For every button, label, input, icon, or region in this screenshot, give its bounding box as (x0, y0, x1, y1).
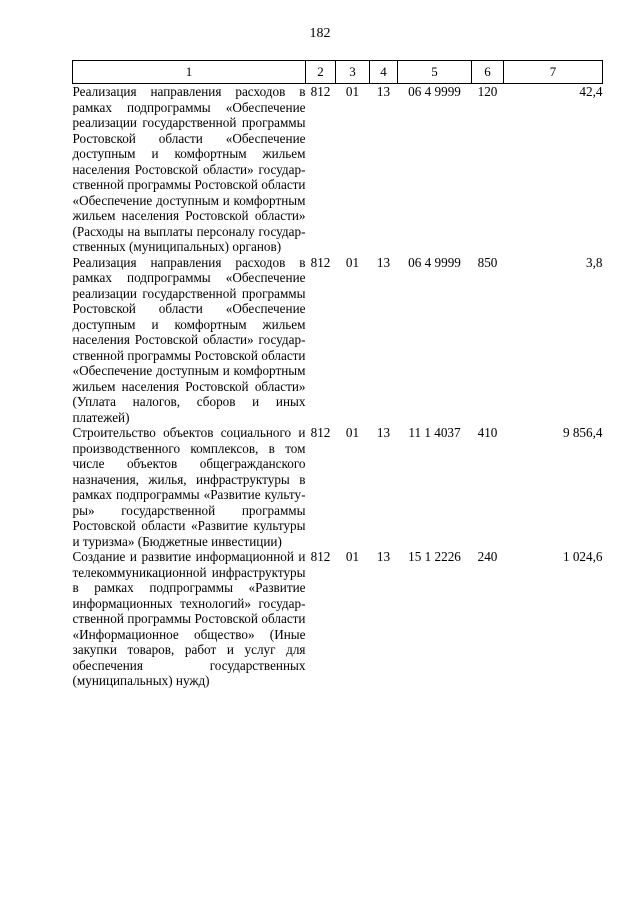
expense-description: Реализация направления расходов в рамках подпрограммы «Обеспечение реализации государственной программы Ростовской области «Обеспечение доступным и комфортным жильем населения Ростовской области» государственной программы Ростовской области «Обеспечение доступным и комфортным жильем населения Ростовской области» (Уплата налогов, сборов и иных платежей) (72, 254, 306, 425)
section-code: 01 (345, 425, 360, 440)
section-code: 01 (345, 549, 360, 564)
section-code: 01 (345, 84, 360, 99)
expense-description: Реализация направления расходов в рамках подпрограммы «Обеспечение реализации государственной программы Ростовской области «Обеспечение доступным и комфортным жильем населения Ростовской области» государственной программы Ростовской области «Обеспечение доступным и комфортным жильем населения Ростовской области» (Расходы на выплаты персоналу государственных (муниципальных) органов) (72, 84, 306, 254)
amount: 42,4 (579, 84, 603, 99)
table-row (73, 425, 603, 549)
column-header: 5 (398, 61, 472, 84)
ministry-code: 812 (310, 549, 331, 564)
expense-type-code: 120 (477, 84, 498, 99)
column-header: 6 (472, 61, 504, 84)
amount: 3,8 (586, 254, 603, 270)
table-row (73, 255, 603, 426)
target-article-code: 11 1 4037 (408, 425, 461, 440)
section-code: 01 (345, 254, 360, 270)
subsection-code: 13 (376, 254, 391, 270)
column-header: 1 (73, 61, 306, 84)
expense-type-code: 850 (477, 254, 498, 270)
column-header-row (73, 61, 603, 84)
target-article-code: 06 4 9999 (408, 84, 461, 99)
column-header: 3 (336, 61, 370, 84)
target-article-code: 15 1 2226 (408, 549, 461, 564)
table-row (73, 84, 603, 255)
column-header: 2 (306, 61, 336, 84)
target-article-code: 06 4 9999 (408, 254, 461, 270)
subsection-code: 13 (376, 549, 391, 564)
amount: 9 856,4 (562, 425, 603, 440)
page-number: 182 (309, 26, 331, 41)
ministry-code: 812 (310, 84, 331, 99)
budget-table (72, 60, 603, 689)
amount: 1 024,6 (562, 549, 603, 564)
table-row (73, 549, 603, 689)
column-header: 4 (370, 61, 398, 84)
column-header: 7 (504, 61, 603, 84)
subsection-code: 13 (376, 425, 391, 440)
expense-description: Строительство объектов социального и производственного комплексов, в том числе объектов общегражданского назначения, жилья, инфраструктуры в рамках подпрограммы «Развитие культуры» государственной программы Ростовской области «Развитие культуры и туризма» (Бюджетные инвестиции) (72, 425, 306, 549)
ministry-code: 812 (310, 425, 331, 440)
expense-description: Создание и развитие информационной и телекоммуникационной инфраструктуры в рамках подпрограммы «Развитие информационных технологий» государственной программы Ростовской области «Информационное общество» (Иные закупки товаров, работ и услуг для обеспечения государственных (муниципальных) нужд) (72, 549, 306, 688)
subsection-code: 13 (376, 84, 391, 99)
expense-type-code: 240 (477, 549, 498, 564)
expense-type-code: 410 (477, 425, 498, 440)
ministry-code: 812 (310, 254, 331, 270)
